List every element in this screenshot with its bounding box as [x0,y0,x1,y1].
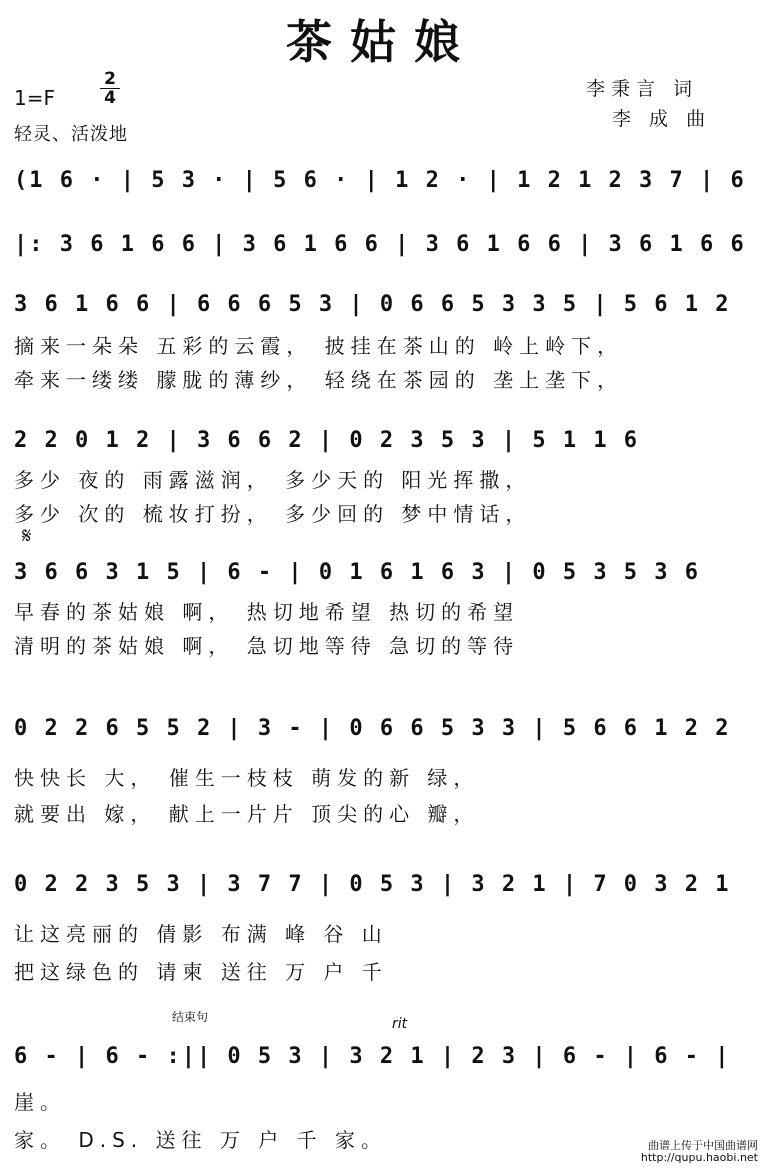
notes-line: 6 - | 6 - :|| 0 5 3 | 3 2 1 | 2 3 | 6 - | 6 - | [14,1044,731,1069]
lyric-line-2: 清明的茶姑娘 啊， 急切地等待 急切的等待 [14,634,520,658]
rit-marking: rit [392,1016,408,1032]
lyric-line-2: 把这绿色的 请柬 送往 万 户 千 [14,960,388,984]
notes-line: 0 2 2 3 5 3 | 3 7 7 | 0 5 3 | 3 2 1 | 7 0 3 2 1 [14,872,731,897]
lyric-line-1: 多少 夜的 雨露滋润， 多少天的 阳光挥撒， [14,468,532,492]
time-signature [100,70,120,107]
lyric-line-1: 早春的茶姑娘 啊， 热切地希望 热切的希望 [14,600,520,624]
lyric-line-1: 让这亮丽的 倩影 布满 峰 谷 山 [14,922,388,946]
lyric-line-1: 摘来一朵朵 五彩的云霞， 披挂在茶山的 岭上岭下， [14,334,624,358]
notes-line: 0 2 2 6 5 5 2 | 3 - | 0 6 6 5 3 3 | 5 6 6 1 2 2 [14,716,731,741]
lyric-line-2: 就要出 嫁， 献上一片片 顶尖的心 瓣， [14,802,480,826]
tempo-marking: 轻灵、活泼地 [14,124,128,145]
lyric-line-2: 牵来一缕缕 朦胧的薄纱， 轻绕在茶园的 垄上垄下， [14,368,624,392]
source-watermark [641,1140,758,1164]
notes-line: 3 6 1 6 6 | 6 6 6 5 3 | 0 6 6 5 3 3 5 | 5 6 1 2 [14,292,731,317]
notes-line: |: 3 6 1 6 6 | 3 6 1 6 6 | 3 6 1 6 6 | 3 6 1 6 6 [14,232,746,257]
lyric-line-1: 崖。 [14,1090,66,1114]
time-bottom: 4 [104,88,116,108]
lyricist-credit: 李秉言 词 [586,78,699,100]
lyric-line-1: 快快长 大， 催生一枝枝 萌发的新 绿， [14,766,480,790]
notes-line: 3 6 6 3 1 5 | 6 - | 0 1 6 1 6 3 | 0 5 3 5 3 6 [14,560,701,585]
composer-credit: 李 成 曲 [612,108,712,130]
lyric-line-2: 家。 D.S. 送往 万 户 千 家。 [14,1128,387,1152]
segno-sign: 𝄋 [22,524,32,549]
watermark-url: http://qupu.haobi.net [640,1151,758,1164]
notes-line: (1 6 · | 5 3 · | 5 6 · | 1 2 · | 1 2 1 2 3 7 | 6 [14,168,746,193]
lyric-line-2: 多少 次的 梳妆打扮， 多少回的 梦中情话， [14,502,532,526]
page-title: 茶姑娘 [286,15,478,69]
watermark-line-1: 曲谱上传于中国曲谱网 [648,1139,758,1152]
time-top: 2 [104,69,116,89]
ending-label: 结束句 [172,1010,209,1024]
key-signature: 1=F [14,86,55,110]
notes-line: 2 2 0 1 2 | 3 6 6 2 | 0 2 3 5 3 | 5 1 1 6 [14,428,640,453]
